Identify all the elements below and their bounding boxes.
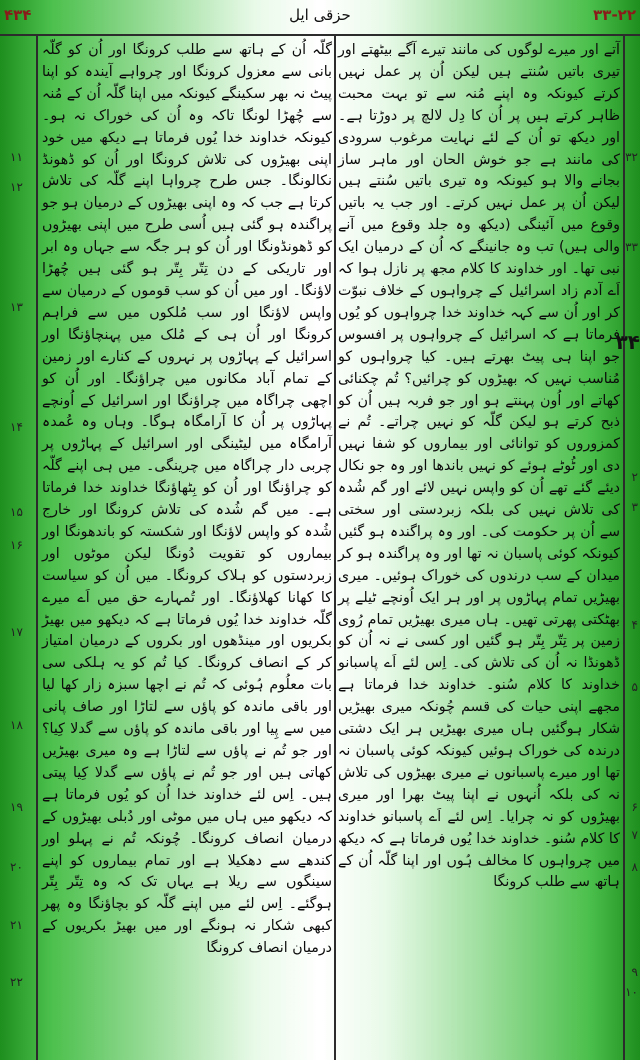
verse-number: ۱۹	[10, 800, 23, 814]
right-text-column	[338, 40, 620, 894]
verse-number: ۷	[631, 828, 638, 842]
verse-number: ۳۳	[625, 240, 638, 254]
verse-number: ۴	[631, 618, 638, 632]
page-code-left: ۴۳۴	[4, 6, 32, 24]
verse-number: ۳	[631, 500, 638, 514]
column-rule-middle	[334, 34, 336, 1060]
left-text-column	[42, 40, 332, 960]
column-rule-right	[623, 34, 625, 1060]
verse-number: ۲	[631, 470, 638, 484]
verse-number: ۲۲	[10, 975, 23, 989]
verse-number: ۲۰	[10, 860, 23, 874]
verse-number: ۳۲	[625, 150, 638, 164]
left-column-text: گلّہ اُن کے ہاتھ سے طلب کرونگا اور اُن کو گلّہ بانی سے معزول کرونگا اور چرواہے آیندہ کو اپنا پیٹ نہ بھر سکینگے کیونکہ میں اپنا گلّہ اُن کے مُنہ سے چُھڑا لونگا تاکہ وہ اُن کی خوراک نہ ہو۔ کیونکہ خداوند خدا یُوں فرماتا ہے دیکھ میں خود اپنی بھیڑوں کی تلاش کرونگا اور اُن کو ڈھونڈ نکالونگا۔ جس طرح چرواہا اپنے گلّہ کی تلاش کرتا ہے جب کہ وہ اپنی بھیڑوں کے درمیان ہو جو پراگندہ ہو گئی ہیں اُسی طرح میں اپنی بھیڑوں کو ڈھونڈونگا اور اُن کو ہر جگہ سے جہاں وہ ابر اور تاریکی کے دن تِتّر بِتّر ہو گئی ہیں چُھڑا لاؤنگا۔ اور میں اُن کو سب قوموں کے درمیان سے واپس لاؤنگا اور سب مُلکوں میں سے فراہم کرونگا اور اُن ہی کے مُلک میں پہنچاؤنگا اور اسرائیل کے پہاڑوں پر نہروں کے کنارے اور زمین کے تمام آباد مکانوں میں چراؤنگا۔ اور اُن کو اچھی چراگاہ میں چراؤنگا اور اسرائیل کے اُونچے پہاڑوں پر اُن کا آرامگاہ ہوگا۔ وہاں وہ عُمدہ آرامگاہ میں لیٹینگی اور اسرائیل کے پہاڑوں پر چربی دار چراگاہ میں چرینگی۔ میں ہی اپنے گلّہ کو چراؤنگا اور اُن کو بِٹھاؤنگا خداوند خدا فرماتا ہے۔ میں گم شُدہ کی تلاش کرونگا اور خارج شُدہ کو واپس لاؤنگا اور شکستہ کو باندھونگا اور بیماروں کو تقویت دُونگا لیکن موٹوں اور زبردستوں کو ہلاک کرونگا۔ میں اُن کو سیاست کا کھانا کھلاؤنگا۔ اور تُمہارے حق میں اَے میرے گلّہ خداوند خدا یُوں فرماتا ہے کہ دیکھو میں بھیڑ بکریوں اور مینڈھوں اور بکروں کے درمیان امتیاز کر کے انصاف کرونگا۔ کیا تُم کو یہ ہلکی سی بات معلُوم ہُوئی کہ تُم نے اچھا سبزہ زار کھا لیا اور باقی ماندہ کو پاؤں سے لتاڑا اور صاف پانی میں سے پِیا اور باقی ماندہ کو پاؤں سے گدلا کِیا؟ اور جو تُم نے پاؤں سے لتاڑا ہے وہ میری بھیڑیں کھاتی ہیں اور جو تُم نے پاؤں سے گدلا کِیا پیتی ہیں۔ اِس لئے خداوند خدا اُن کو یُوں فرماتا ہے کہ دیکھو میں ہاں میں موٹی اور دُبلی بھیڑوں کے درمیان انصاف کرونگا۔ چُونکہ تُم نے پہلو اور کندھے سے دھکیلا ہے اور تمام بیماروں کو اپنے سینگوں سے ریلا ہے یہاں تک کہ وہ تِتّر بِتّر ہوگئے۔ اِس لئے میں اپنے گلّہ کو بچاؤنگا وہ پھر کبھی شکار نہ ہونگے اور میں بھیڑ بکریوں کے درمیان انصاف کرونگا	[42, 42, 332, 957]
verse-number: ۱۸	[10, 718, 23, 732]
verse-number: ۹	[631, 965, 638, 979]
right-column-text: آتے اور میرے لوگوں کی مانند تیرے آگے بیٹھتے اور تیری باتیں سُنتے ہیں لیکن اُن پر عمل نہیں کرتے کیونکہ وہ اپنے مُنہ سے تو بہت محبت ظاہر کرتے ہیں پر اُن کا دِل لالچ پر دوڑتا ہے۔ اور دیکھ تو اُن کے لئے نہایت مرغوب سرودی کی مانند ہے جو خوش الحان اور ماہر ساز بجانے والا ہو کیونکہ وہ تیری باتیں سُنتے ہیں لیکن اُن پر عمل نہیں کرتے۔ اور جب یہ باتیں وقوع میں آئینگی (دیکھ وہ جلد وقوع میں آنے والی ہیں) تب وہ جانینگے کہ اُن کے درمیان ایک نبی تھا۔ اور خداوند کا کلام مجھ پر نازل ہوا کہ اَے آدم زاد اسرائیل کے چرواہوں کے خلاف نبوّت کر اور اُن سے کہہ خداوند خدا چرواہوں کو یُوں فرماتا ہے کہ اسرائیل کے چرواہوں پر افسوس جو اپنا ہی پیٹ بھرتے ہیں۔ کیا چرواہوں کو مُناسب نہیں کہ بھیڑوں کو چرائیں؟ تُم چکنائی کھاتے اور اُون پہنتے ہو اور جو فربہ ہیں اُن کو ذبح کرتے ہو لیکن گلّہ کو نہیں چراتے۔ تُم نے کمزوروں کو توانائی اور بیماروں کو شفا نہیں دی اور ٹُوٹے ہوئے کو نہیں باندھا اور وہ جو نکال دیئے گئے تھے اُن کو واپس نہیں لائے اور گم شُدہ کی تلاش نہیں کی بلکہ زبردستی اور سختی سے اُن پر حکومت کی۔ اور وہ پراگندہ ہو گئیں کیونکہ کوئی پاسبان نہ تھا اور وہ پراگندہ ہو کر میدان کے سب درندوں کی خوراک ہوئیں۔ میری بھیڑیں تمام پہاڑوں پر اور ہر ایک اُونچے ٹیلے پر بھٹکتی پھرتی تھیں۔ ہاں میری بھیڑیں تمام رُوی زمین پر تِتّر بِتّر ہو گئیں اور کسی نے نہ اُن کو ڈھونڈا نہ اُن کی تلاش کی۔ اِس لئے اَے پاسبانو خداوند کا کلام سُنو۔ خداوند خدا فرماتا ہے مجھے اپنی حیات کی قسم چُونکہ میری بھیڑیں شکار ہوگئیں ہاں میری بھیڑیں ہر ایک دشتی درندہ کی خوراک ہوئیں کیونکہ کوئی پاسبان نہ تھا اور میرے پاسبانوں نے میری بھیڑوں کی تلاش نہ کی بلکہ اُنہوں نے اپنا پیٹ بھرا اور میری بھیڑوں کو نہ چرایا۔ اِس لئے اَے پاسبانو خداوند کا کلام سُنو۔ خداوند خدا یُوں فرماتا ہے کہ دیکھ میں چرواہوں کا مخالف ہُوں اور اپنا گلّہ اُن کے ہاتھ سے طلب کرونگا	[338, 42, 620, 891]
book-title: حزقی ایل	[289, 6, 351, 24]
verse-number: ۱۲	[10, 180, 23, 194]
column-rule-left	[36, 34, 38, 1060]
page-code-right: ۳۳-۲۲	[593, 6, 636, 24]
chapter-marker: ۳۴	[615, 330, 640, 354]
verse-number: ۸	[631, 860, 638, 874]
verse-number: ۱۵	[10, 505, 23, 519]
verse-number: ۶	[631, 800, 638, 814]
verse-number: ۱۳	[10, 300, 23, 314]
verse-number: ۲۱	[10, 918, 23, 932]
verse-number: ۱۷	[10, 625, 23, 639]
verse-number: ۱۱	[10, 150, 23, 164]
verse-number: ۱۰	[625, 985, 638, 999]
verse-number: ۵	[631, 680, 638, 694]
page-header	[0, 0, 640, 36]
verse-number: ۱۶	[10, 538, 23, 552]
verse-number: ۱۴	[10, 420, 23, 434]
